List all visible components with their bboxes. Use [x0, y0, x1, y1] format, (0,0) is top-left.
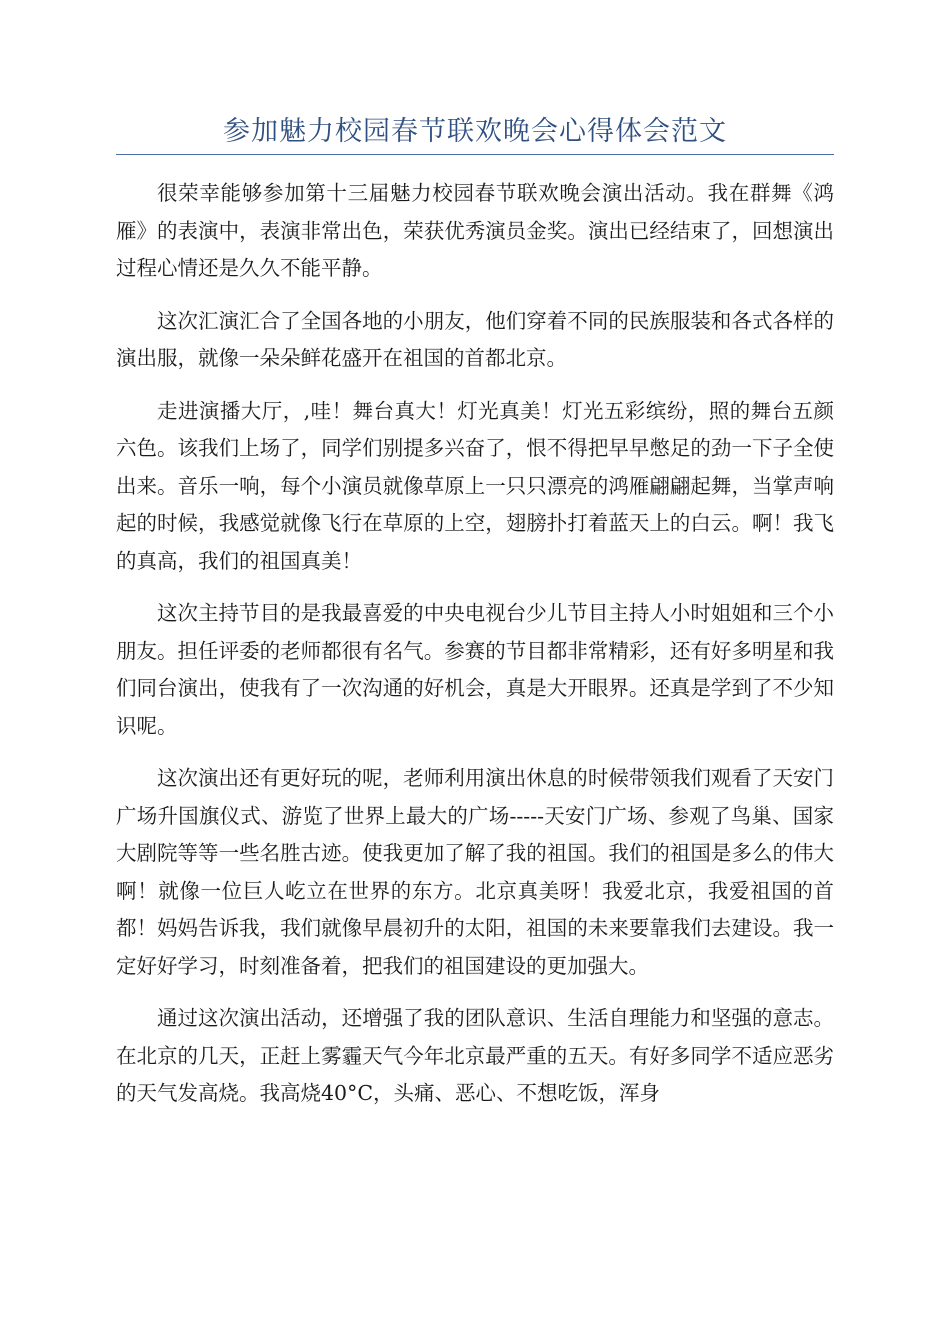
document-body — [116, 175, 834, 1128]
paragraph-4: 这次主持节目的是我最喜爱的中央电视台少儿节目主持人小时姐姐和三个小朋友。担任评委的老师都很有名气。参赛的节目都非常精彩，还有好多明星和我们同台演出，使我有了一次沟通的好机会，真是大开眼界。还真是学到了不少知识呢。 — [116, 601, 834, 738]
paragraph-2: 这次汇演汇合了全国各地的小朋友，他们穿着不同的民族服装和各式各样的演出服，就像一朵朵鲜花盛开在祖国的首都北京。 — [116, 308, 834, 370]
paragraph-6: 通过这次演出活动，还增强了我的团队意识、生活自理能力和坚强的意志。在北京的几天，正赶上雾霾天气今年北京最严重的五天。有好多同学不适应恶劣的天气发高烧。我高烧40°C，头痛、恶心、不想吃饭，浑身 — [116, 1006, 834, 1105]
paragraph-1: 很荣幸能够参加第十三届魅力校园春节联欢晚会演出活动。我在群舞《鸿雁》的表演中，表演非常出色，荣获优秀演员金奖。演出已经结束了，回想演出过程心情还是久久不能平静。 — [116, 181, 834, 280]
paragraph-3: 走进演播大厅，,哇！舞台真大！灯光真美！灯光五彩缤纷，照的舞台五颜六色。该我们上场了，同学们别提多兴奋了，恨不得把早早憋足的劲一下子全使出来。音乐一响，每个小演员就像草原上一只只漂亮的鸿雁翩翩起舞，当掌声响起的时候，我感觉就像飞行在草原的上空，翅膀扑打着蓝天上的白云。啊！我飞的真高，我们的祖国真美！ — [116, 398, 834, 573]
paragraph-5: 这次演出还有更好玩的呢，老师利用演出休息的时候带领我们观看了天安门广场升国旗仪式、游览了世界上最大的广场-----天安门广场、参观了鸟巢、国家大剧院等等一些名胜古迹。使我更加了解了我的祖国。我们的祖国是多么的伟大啊！就像一位巨人屹立在世界的东方。北京真美呀！我爱北京，我爱祖国的首都！妈妈告诉我，我们就像早晨初升的太阳，祖国的未来要靠我们去建设。我一定好好学习，时刻准备着，把我们的祖国建设的更加强大。 — [116, 766, 834, 978]
title-underline — [116, 154, 834, 155]
document-title: 参加魅力校园春节联欢晚会心得体会范文 — [223, 116, 727, 147]
